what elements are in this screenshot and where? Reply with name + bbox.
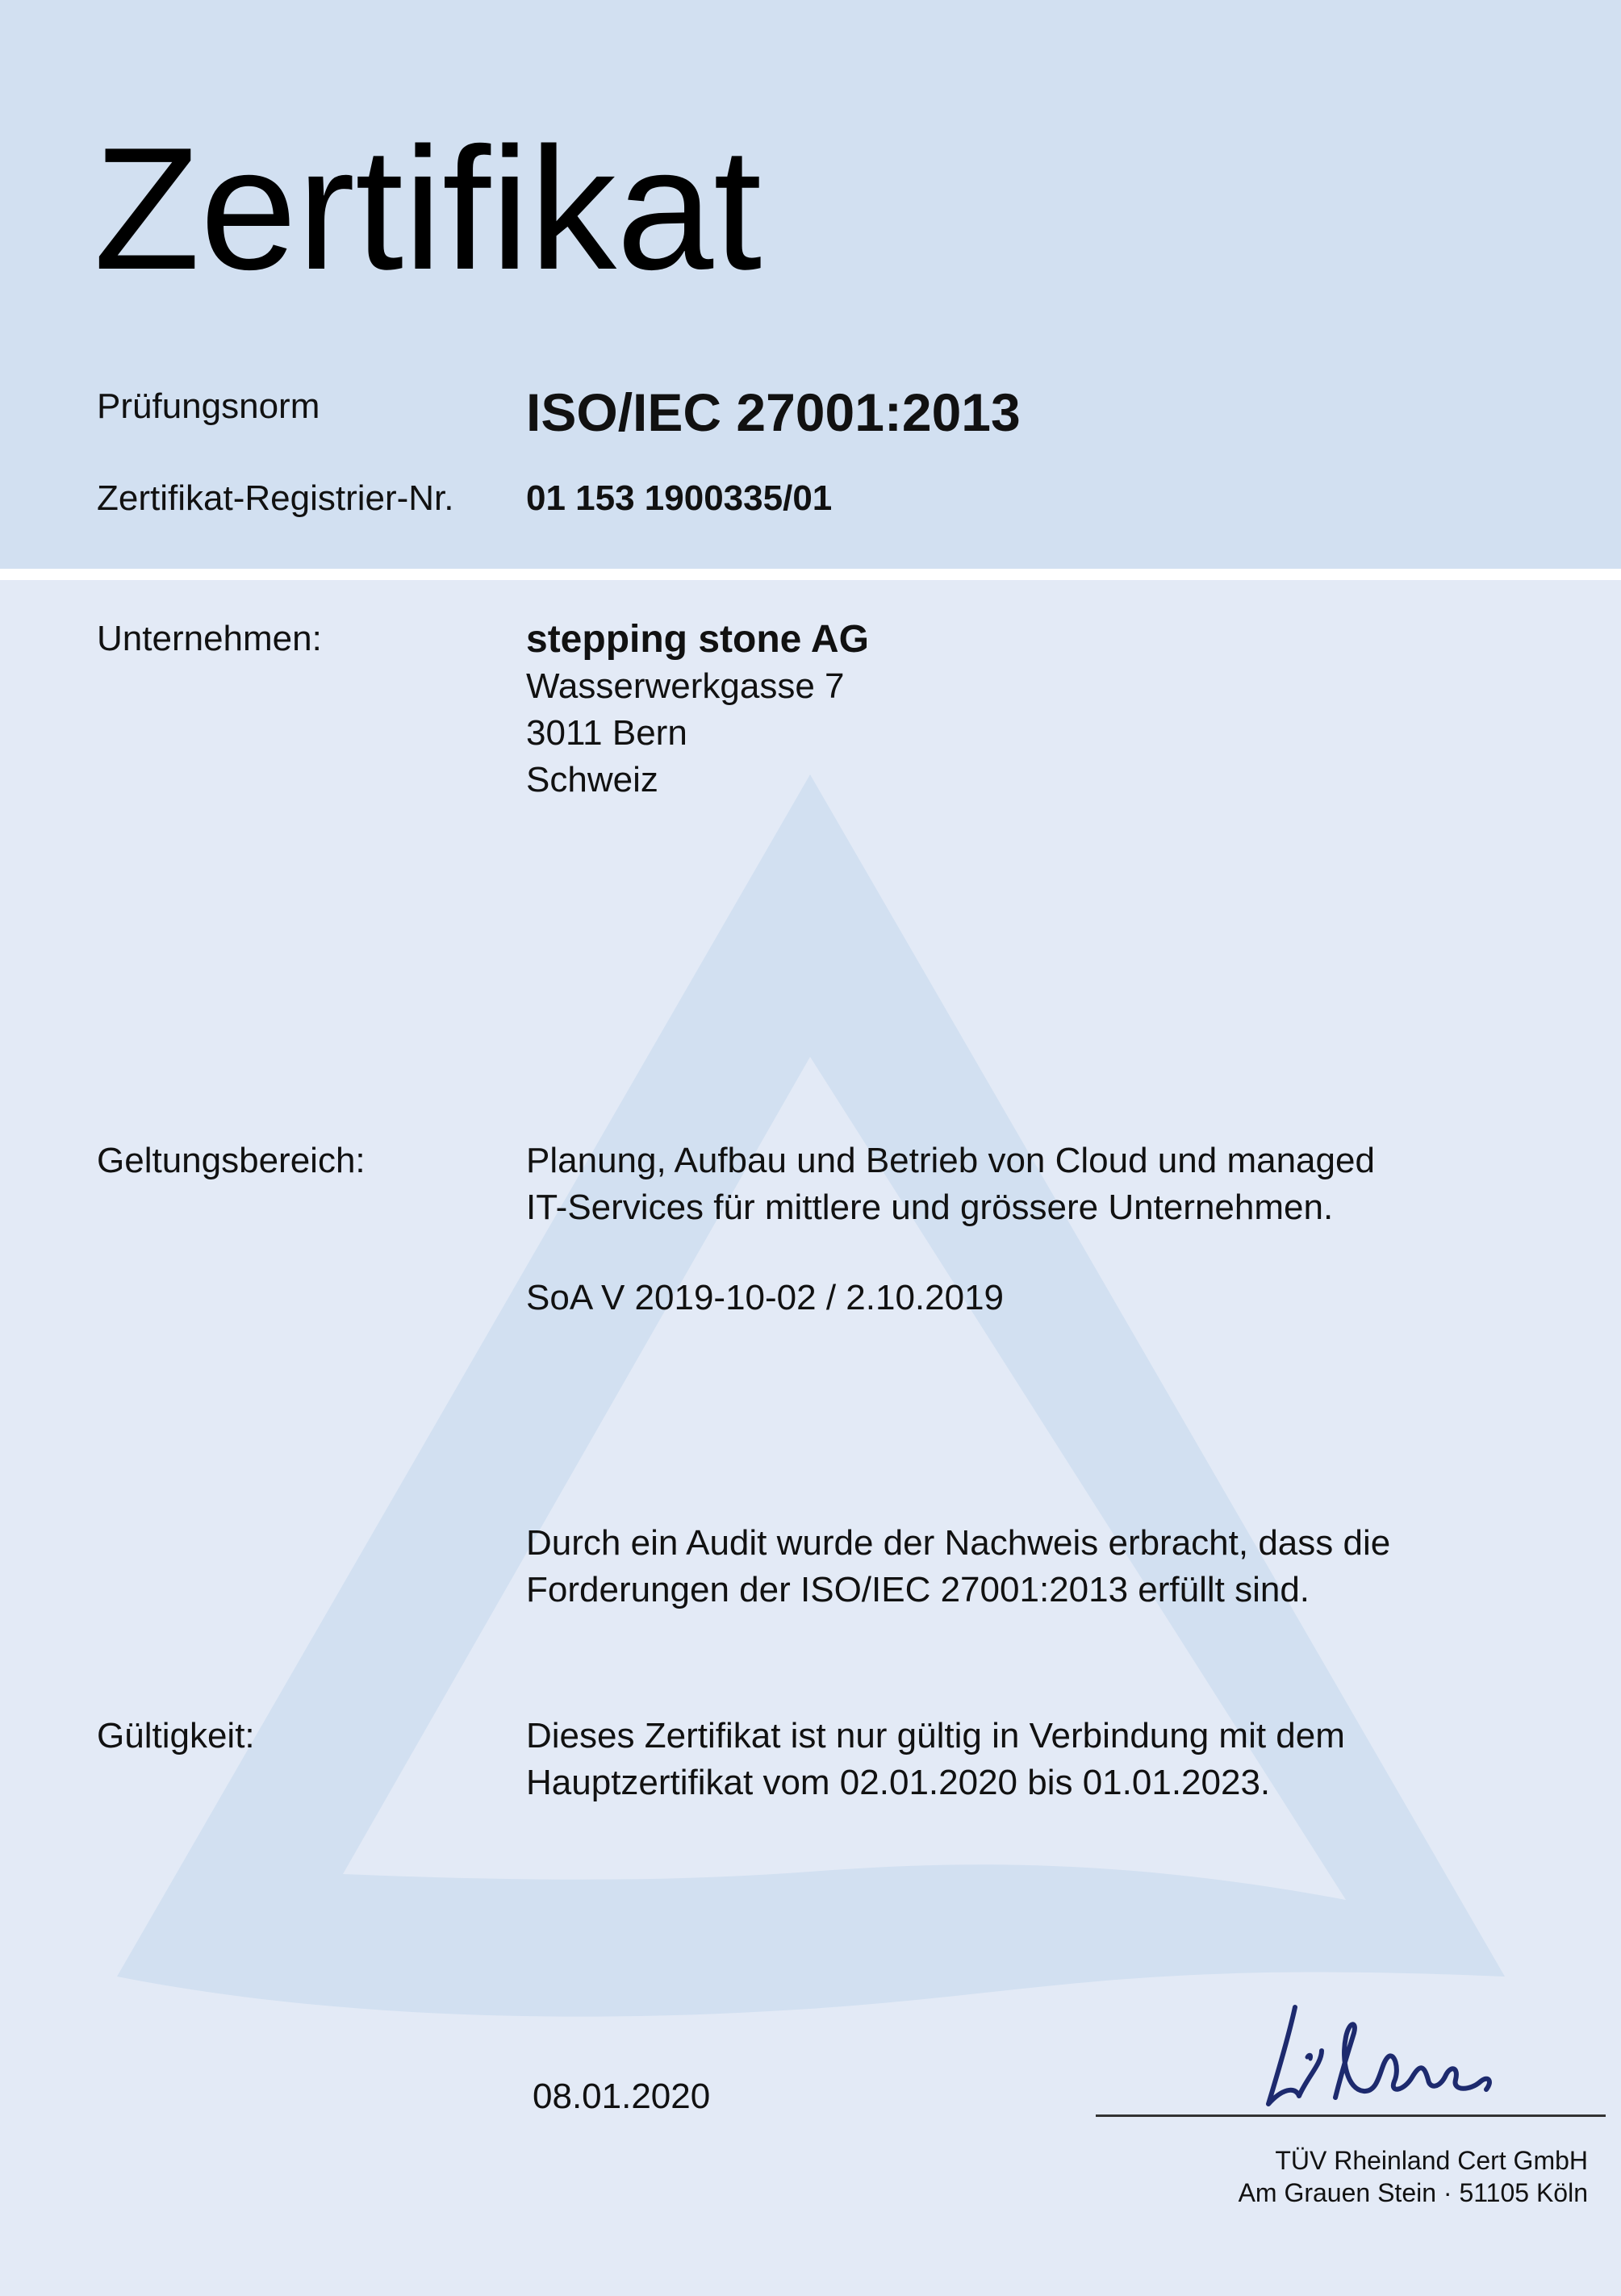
company-country: Schweiz	[526, 760, 658, 799]
scope-line-1: Planung, Aufbau und Betrieb von Cloud und managed	[526, 1141, 1375, 1180]
validity-line-1: Dieses Zertifikat ist nur gültig in Verbindung mit dem	[526, 1716, 1345, 1755]
audit-statement	[526, 1520, 1390, 1613]
registration-label: Zertifikat-Registrier-Nr.	[97, 478, 454, 518]
signature-icon	[1259, 2001, 1517, 2122]
signature-line	[1096, 2114, 1606, 2117]
company-city: 3011 Bern	[526, 713, 687, 753]
soa-reference: SoA V 2019-10-02 / 2.10.2019	[526, 1278, 1005, 1317]
validity-label: Gültigkeit:	[97, 1716, 255, 1755]
standard-value: ISO/IEC 27001:2013	[526, 382, 1021, 442]
issuer-address: Am Grauen Stein · 51105 Köln	[1238, 2178, 1588, 2207]
company-name: stepping stone AG	[526, 618, 869, 661]
company-street: Wasserwerkgasse 7	[526, 666, 845, 706]
standard-label: Prüfungsnorm	[97, 386, 320, 426]
scope-block	[526, 1138, 1375, 1231]
issuer-name: TÜV Rheinland Cert GmbH	[1275, 2146, 1588, 2175]
header-divider	[0, 569, 1621, 580]
registration-number: 01 153 1900335/01	[526, 478, 833, 518]
validity-line-2: Hauptzertifikat vom 02.01.2020 bis 01.01.2023.	[526, 1763, 1271, 1802]
issue-date: 08.01.2020	[533, 2077, 711, 2116]
scope-line-2: IT-Services für mittlere und grössere Unternehmen.	[526, 1188, 1334, 1227]
company-label: Unternehmen:	[97, 619, 322, 658]
audit-line-2: Forderungen der ISO/IEC 27001:2013 erfüllt sind.	[526, 1570, 1310, 1609]
scope-label: Geltungsbereich:	[97, 1141, 366, 1180]
audit-line-1: Durch ein Audit wurde der Nachweis erbracht, dass die	[526, 1523, 1391, 1563]
validity-block	[526, 1713, 1345, 1806]
company-block	[526, 616, 869, 804]
certificate-title: Zertifikat	[94, 111, 762, 306]
